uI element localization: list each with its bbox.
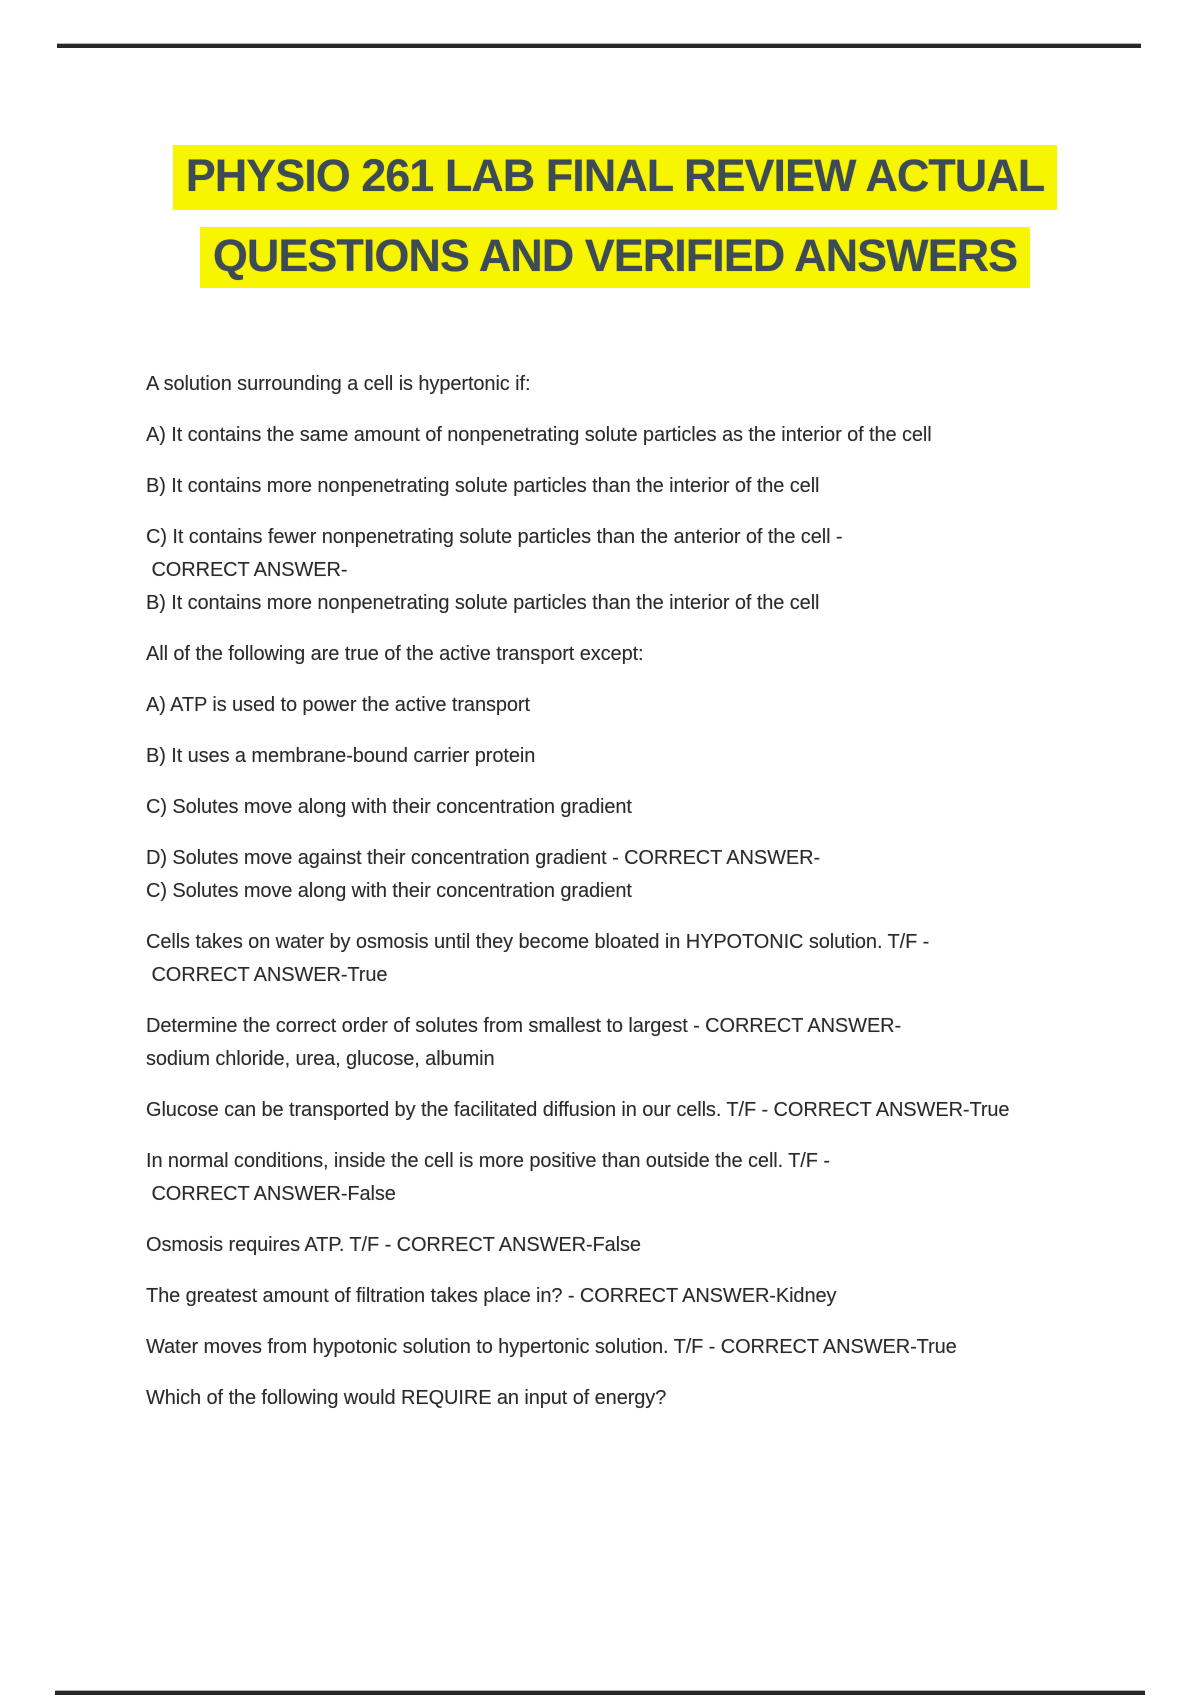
- correct-answer-label: CORRECT ANSWER-: [146, 559, 348, 581]
- document-title-line-1: PHYSIO 261 LAB FINAL REVIEW ACTUAL: [173, 145, 1058, 210]
- question-text: Water moves from hypotonic solution to hypertonic solution. T/F - CORRECT ANSWER-True: [146, 1336, 957, 1358]
- question-paragraph: [146, 1010, 1156, 1076]
- question-text: A solution surrounding a cell is hypertonic if:: [146, 373, 531, 395]
- answer-option-paragraph: [146, 740, 1156, 773]
- answer-option-text: A) ATP is used to power the active transport: [146, 694, 530, 716]
- answer-option-text: D) Solutes move against their concentration gradient - CORRECT ANSWER-: [146, 847, 821, 869]
- document-body: [146, 368, 1156, 1433]
- question-text: Determine the correct order of solutes from smallest to largest - CORRECT ANSWER-: [146, 1015, 902, 1037]
- question-paragraph: [146, 1229, 1156, 1262]
- question-text: Osmosis requires ATP. T/F - CORRECT ANSWER-False: [146, 1234, 641, 1256]
- question-paragraph: [146, 1331, 1156, 1364]
- answer-option-paragraph: [146, 842, 1156, 908]
- top-rule: [57, 44, 1141, 48]
- answer-option-text: C) It contains fewer nonpenetrating solute particles than the anterior of the cell -: [146, 526, 843, 548]
- question-text: Cells takes on water by osmosis until they become bloated in HYPOTONIC solution. T/F -: [146, 931, 930, 953]
- correct-answer-text: CORRECT ANSWER-False: [146, 1183, 396, 1205]
- answer-option-paragraph: [146, 689, 1156, 722]
- question-paragraph: [146, 926, 1156, 992]
- question-paragraph: [146, 1382, 1156, 1415]
- answer-option-text: C) Solutes move along with their concentration gradient: [146, 796, 632, 818]
- question-text: The greatest amount of filtration takes place in? - CORRECT ANSWER-Kidney: [146, 1285, 837, 1307]
- question-paragraph: [146, 1094, 1156, 1127]
- question-paragraph: [146, 1280, 1156, 1313]
- document-title-line-2: QUESTIONS AND VERIFIED ANSWERS: [200, 227, 1030, 288]
- question-text: Glucose can be transported by the facilitated diffusion in our cells. T/F - CORRECT ANSWER-True: [146, 1099, 1010, 1121]
- answer-option-paragraph: [146, 791, 1156, 824]
- answer-option-paragraph: [146, 470, 1156, 503]
- answer-option-text: A) It contains the same amount of nonpenetrating solute particles as the interior of the cell: [146, 424, 932, 446]
- correct-answer-text: B) It contains more nonpenetrating solute particles than the interior of the cell: [146, 592, 820, 614]
- answer-option-paragraph: [146, 521, 1156, 620]
- document-title: [30, 145, 1200, 288]
- answer-option-paragraph: [146, 419, 1156, 452]
- correct-answer-text: sodium chloride, urea, glucose, albumin: [146, 1048, 495, 1070]
- question-text: In normal conditions, inside the cell is more positive than outside the cell. T/F -: [146, 1150, 830, 1172]
- correct-answer-text: CORRECT ANSWER-True: [146, 964, 388, 986]
- question-paragraph: [146, 638, 1156, 671]
- answer-option-text: B) It contains more nonpenetrating solute particles than the interior of the cell: [146, 475, 820, 497]
- question-text: All of the following are true of the active transport except:: [146, 643, 644, 665]
- correct-answer-text: C) Solutes move along with their concentration gradient: [146, 880, 632, 902]
- question-paragraph: [146, 1145, 1156, 1211]
- answer-option-text: B) It uses a membrane-bound carrier protein: [146, 745, 536, 767]
- question-paragraph: [146, 368, 1156, 401]
- bottom-rule: [55, 1691, 1145, 1695]
- question-text: Which of the following would REQUIRE an input of energy?: [146, 1387, 667, 1409]
